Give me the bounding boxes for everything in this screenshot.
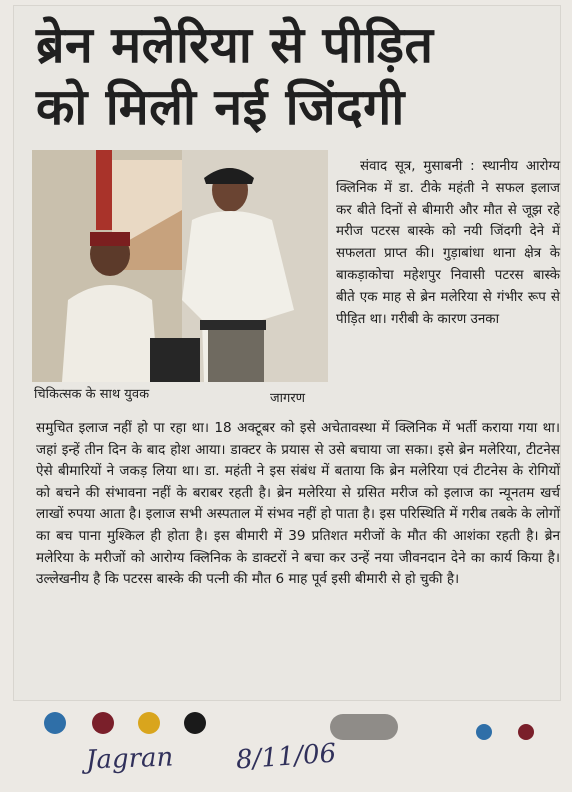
registration-dot-small-blue — [476, 724, 492, 740]
headline — [36, 14, 556, 138]
headline-line-2: को मिली नई जिंदगी — [36, 78, 405, 136]
handwritten-date: 8/11/06 — [235, 738, 338, 776]
registration-dot-small-maroon — [518, 724, 534, 740]
article-intro-column: संवाद सूत्र, मुसाबनी : स्थानीय आरोग्य क्लिनिक में डा. टीके महंती ने सफल इलाज कर बीते दिनों से बीमारी और मौत से जूझ रहे मरीज पटरस बास्के को नयी जिंदगी देने में सफलता प्राप्त की। गुड़ाबांधा थाना क्षेत्र के बाकड़ाकोचा महेशपुर निवासी पटरस बास्के बीते एक माह से ब्रेन मलेरिया से गंभीर रूप से पीड़ित था। गरीबी के कारण उनका — [336, 159, 560, 327]
headline-line-1: ब्रेन मलेरिया से पीड़ित — [36, 16, 434, 74]
photo-credit: जागरण — [270, 391, 306, 406]
tape-mark — [330, 714, 398, 740]
handwritten-source: Jagran — [85, 742, 174, 776]
newspaper-clipping — [14, 6, 560, 700]
photo-illustration — [32, 150, 328, 382]
registration-dot-yellow — [138, 712, 160, 734]
article-photo — [32, 150, 328, 382]
registration-dot-maroon — [92, 712, 114, 734]
photo-caption: चिकित्सक के साथ युवक — [34, 387, 150, 402]
article-body: समुचित इलाज नहीं हो पा रहा था। 18 अक्टूबर को इसे अचेतावस्था में क्लिनिक में भर्ती कराया गया था। जहां इन्हें तीन दिन के बाद होश आया। डाक्टर के प्रयास से उसे बचाया जा सका। इसे ब्रेन मलेरिया, टीटनेस ऐसे बीमारियों ने जकड़ लिया था। डा. महंती ने इस संबंध में बताया कि ब्रेन मलेरिया एवं टीटनेस के रोगियों को बचने की संभावना नहीं के बराबर रहती है। ब्रेन मलेरिया से ग्रसित मरीज को इलाज का न्यूनतम खर्च लाखों रुपया आता है। इलाज सभी अस्पताल में संभव नहीं हो पाता है। इस परिस्थिति में गरीब तबके के लोगों का बच पाना मुश्किल ही होता है। इस बीमारी में 39 प्रतिशत मरीजों के मौत की आशंका रहती है। ब्रेन मलेरिया के मरीजों को आरोग्य क्लिनिक के डाक्टरों ने बचा कर उन्हें नया जीवनदान देने का कार्य किया है। उल्लेखनीय है कि पटरस बास्के की पत्नी की मौत 6 माह पूर्व इसी बीमारी से हो चुकी है। — [36, 420, 560, 588]
registration-dot-blue — [44, 712, 66, 734]
registration-dot-black — [184, 712, 206, 734]
